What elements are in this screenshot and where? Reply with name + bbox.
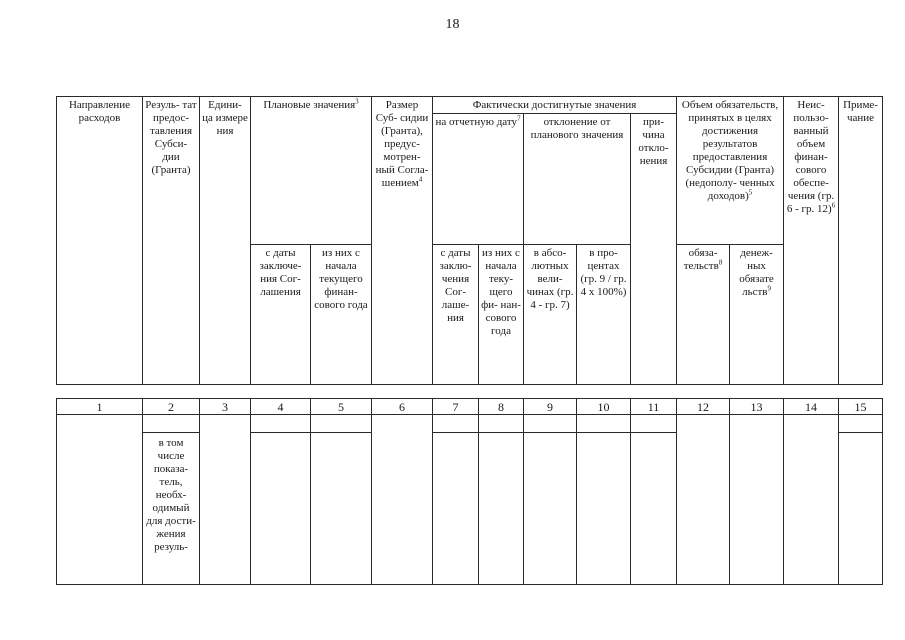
column-number: 12 (677, 399, 730, 415)
header-note: Приме- чание (839, 97, 883, 385)
header-actual: Фактически достигнутые значения (433, 97, 677, 114)
column-number: 9 (524, 399, 577, 415)
data-row (57, 415, 883, 433)
data-cell (200, 415, 251, 585)
including-indicator-cell: в том числе показа- тель, необх- одимый для дости- жения резуль- (143, 433, 200, 585)
data-cell (839, 433, 883, 585)
data-cell (631, 415, 677, 433)
data-cell (839, 415, 883, 433)
report-header-table (56, 96, 883, 385)
header-actual-from-date: с даты заклю- чения Сог- лаше- ния (433, 245, 479, 385)
data-cell (524, 433, 577, 585)
header-result: Резуль- тат предос- тавления Субси- дии (Гранта) (143, 97, 200, 385)
data-cell (251, 415, 311, 433)
header-deviation-abs: в абсо- лютных вели- чинах (гр. 4 - гр. 7) (524, 245, 577, 385)
column-number: 14 (784, 399, 839, 415)
header-reason: при- чина откло- нения (631, 114, 677, 385)
data-cell (57, 415, 143, 585)
data-cell (372, 415, 433, 585)
header-unused: Неис- пользо- ванный объем финан- сового обеспе- чения (гр. 6 - гр. 12)$^6$ (784, 97, 839, 385)
column-number: 6 (372, 399, 433, 415)
header-subsidy-size: Размер Суб- сидии (Гранта), предус- мотрен- ный Согла- шением$^4$ (372, 97, 433, 385)
header-deviation-pct: в про- центах (гр. 9 / гр. 4 x 100%) (577, 245, 631, 385)
header-planned-from-date: с даты заключе- ния Сог- лашения (251, 245, 311, 385)
header-actual-from-year: из них с начала теку- щего фи- нан- сового года (479, 245, 524, 385)
data-cell (784, 415, 839, 585)
column-number: 11 (631, 399, 677, 415)
header-obligations: Объем обязательств, принятых в целях достижения результатов предоставления Субсидии (Гранта) (недополу- ченных доходов)$^5$ (677, 97, 784, 245)
column-number: 7 (433, 399, 479, 415)
data-cell (433, 433, 479, 585)
data-cell (730, 415, 784, 585)
header-obligations-sub: обяза- тельств$^8$ (677, 245, 730, 385)
header-monetary: денеж- ных обязате льств$^9$ (730, 245, 784, 385)
data-cell (577, 433, 631, 585)
column-number: 15 (839, 399, 883, 415)
column-number: 13 (730, 399, 784, 415)
column-number: 4 (251, 399, 311, 415)
data-cell (143, 415, 200, 433)
data-cell (433, 415, 479, 433)
data-cell (577, 415, 631, 433)
header-actual-on-date: на отчетную дату$^7$ (433, 114, 524, 245)
header-unit: Едини- ца измере ния (200, 97, 251, 385)
column-number: 10 (577, 399, 631, 415)
column-number: 3 (200, 399, 251, 415)
data-cell (311, 415, 372, 433)
data-cell (251, 433, 311, 585)
header-direction: Направление расходов (57, 97, 143, 385)
data-cell (311, 433, 372, 585)
page-number: 18 (445, 17, 460, 32)
column-number: 2 (143, 399, 200, 415)
report-body-table (56, 398, 883, 585)
data-cell (479, 415, 524, 433)
column-number: 5 (311, 399, 372, 415)
column-number: 8 (479, 399, 524, 415)
data-cell (677, 415, 730, 585)
data-cell (479, 433, 524, 585)
header-planned-from-year: из них с начала текущего финан- сового года (311, 245, 372, 385)
column-number-row (57, 399, 883, 415)
header-deviation: отклонение от планового значения (524, 114, 631, 245)
column-number: 1 (57, 399, 143, 415)
data-cell (524, 415, 577, 433)
header-planned: Плановые значения$^3$ (251, 97, 372, 245)
data-cell (631, 433, 677, 585)
